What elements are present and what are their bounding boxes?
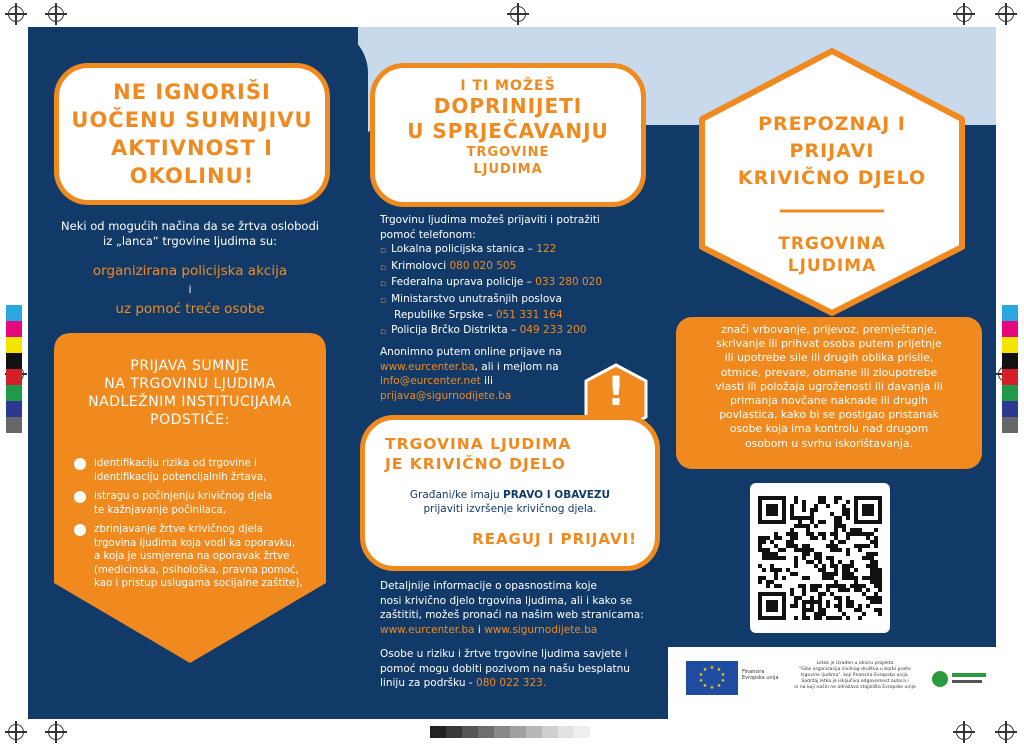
registration-mark xyxy=(510,6,526,22)
list-item: zbrinjavanje žrtve krivičnog djela trgovina ljudima koja vodi ka oporavku, a koja je usmjerena na oporavak žrtve (medicinska, psihološka, pravna pomoć, kao i pristup uslugama socijalne zaštite), xyxy=(74,523,314,591)
phone-item: ▫ Ministarstvo unutrašnjih poslova xyxy=(380,292,562,306)
phone-number[interactable]: 033 280 020 xyxy=(535,276,603,288)
svg-text:★: ★ xyxy=(716,667,722,673)
react-call-to-action: REAGUJ I PRIJAVI! xyxy=(472,530,637,548)
qr-code[interactable] xyxy=(758,493,882,623)
qr-code-frame xyxy=(750,483,890,633)
left-heading-line: AKTIVNOST I xyxy=(111,136,273,160)
middle-heading-bubble xyxy=(370,63,646,207)
phone-item-continued: Republike Srpske – 051 331 164 xyxy=(394,309,563,321)
heading-sub-line: LJUDIMA xyxy=(473,162,543,177)
website-link[interactable]: www.eurcenter.ba xyxy=(380,623,475,636)
list-item: istragu o počinjenju krivičnog djela te kažnjavanje počinilaca, xyxy=(74,490,314,517)
report-benefits-list xyxy=(74,457,314,597)
phone-number[interactable]: 051 331 164 xyxy=(495,309,563,321)
bullet-dot-icon xyxy=(74,524,86,536)
online-report-section: Anonimno putem online prijave na www.eurcenter.ba, ali i mejlom na info@eurcenter.net ili prijava@sigurnodijete.ba xyxy=(380,345,620,403)
phone-item: ▫ Policija Brčko Distrikta – 049 233 200 xyxy=(380,323,587,337)
list-item: identifikaciju rizika od trgovine i identifikaciju potencijalnih žrtava, xyxy=(74,457,314,484)
definition-box: znači vrbovanje, prijevoz, premještanje, skrivanje ili prihvat osoba putem prijetnje ili upotrebe sile ili drugih oblika prisile, otmice, prevare, obmane ili zloupotrebe vlasti ili položaja ugroženosti ili davanja ili primanja novčane naknade ili drugih povlastica, kako bi se postigao pristanak osobe koja ima kontrolu nad drugom osobom u svrhu iskorištavanja. xyxy=(676,317,982,469)
helpline-number[interactable]: 080 022 323. xyxy=(476,677,547,689)
svg-text:★: ★ xyxy=(716,683,722,689)
partner-logo-bar xyxy=(952,680,982,683)
registration-mark xyxy=(48,724,64,740)
partner-logo-icon xyxy=(932,671,948,687)
left-heading-line: UOČENU SUMNJIVU xyxy=(71,108,313,132)
email-link[interactable]: info@eurcenter.net xyxy=(380,375,481,387)
registration-mark xyxy=(8,724,24,740)
website-link[interactable]: www.eurcenter.ba xyxy=(380,360,475,373)
brochure-page xyxy=(28,27,996,719)
eu-flag-icon xyxy=(686,661,738,695)
crime-title-line: JE KRIVIČNO DJELO xyxy=(385,455,566,473)
exclamation-mark: ! xyxy=(606,369,626,415)
heading-big-line: U SPRJEČAVANJU xyxy=(407,119,609,143)
panel-title-line: PODSTIČE: xyxy=(150,412,230,428)
panel-title-line: NADLEŽNIM INSTITUCIJAMA xyxy=(88,394,292,410)
registration-mark xyxy=(48,6,64,22)
panel-title-line: PRIJAVA SUMNJE xyxy=(130,358,250,374)
color-bar-right xyxy=(1002,305,1018,433)
registration-mark xyxy=(956,6,972,22)
left-heading-line: NE IGNORIŠI xyxy=(113,80,271,104)
left-intro xyxy=(48,219,332,249)
panel-title-line: NA TRGOVINU LJUDIMA xyxy=(104,376,276,392)
bullet-dot-icon xyxy=(74,458,86,470)
registration-mark xyxy=(998,724,1014,740)
rescue-way-police: organizirana policijska akcija xyxy=(92,263,288,279)
heading-big-line: DOPRINIJETI xyxy=(433,94,583,118)
svg-text:★: ★ xyxy=(709,665,715,671)
left-heading-bubble xyxy=(54,63,330,205)
heading-sub-line: TRGOVINE xyxy=(466,145,550,160)
gray-scale-bar xyxy=(430,726,590,738)
hexagon-title: PREPOZNAJ I PRIJAVI KRIVIČNO DJELO xyxy=(737,113,927,189)
svg-text:★: ★ xyxy=(720,678,726,684)
footer-logos xyxy=(668,647,996,719)
report-panel-title xyxy=(62,357,318,429)
svg-text:★: ★ xyxy=(698,678,704,684)
email-link[interactable]: prijava@sigurnodijete.ba xyxy=(380,389,512,402)
crime-title-line: TRGOVINA LJUDIMA xyxy=(385,435,572,453)
phone-item: ▫ Lokalna policijska stanica – 122 xyxy=(380,243,557,256)
svg-text:★: ★ xyxy=(720,672,726,678)
intro-line: Neki od mogućih načina da se žrtva oslobodi xyxy=(61,219,319,233)
rescue-way-third-party: uz pomoć treće osobe xyxy=(115,301,265,317)
project-disclaimer: Letak je izrađen u okviru projekta "Glas organizacija civilnog društva u borbi protiv trgovine ljudima", koji finansira Evropska unija. Sadržaj letka je isključiva odgovornost autora i ni na koji način ne odražava stajališta Evropske unije xyxy=(794,661,916,690)
phone-number[interactable]: 080 020 505 xyxy=(449,259,517,272)
registration-mark xyxy=(8,6,24,22)
connector-text: i xyxy=(188,283,192,296)
helpline-section: Osobe u riziku i žrtve trgovine ljudima savjete i pomoć mogu dobiti pozivom na našu besplatnu liniju za podršku - 080 022 323. xyxy=(380,648,630,689)
svg-text:★: ★ xyxy=(709,685,715,691)
phone-section: Trgovinu ljudima možeš prijaviti i potražiti pomoć telefonom: ▫ Lokalna policijska stanica – 122 ▫ Krimolovci 080 020 505 ▫ Federalna uprava policije – 033 280 020 ▫ Ministarstvo unutrašnjih poslova Republike Srpske – 051 331 164 ▫ Policija Brčko Distrikta – 049 233 200 xyxy=(380,213,630,339)
hexagon-subtitle: TRGOVINA LJUDIMA xyxy=(778,234,886,276)
details-section: Detaljnije informacije o opasnostima koje nosi krivično djelo trgovina ljudima, ali i kako se zaštititi, možeš pronaći na našim web stranicama: www.eurcenter.ba i www.sigurnodijete.ba xyxy=(380,580,644,636)
phone-item: ▫ Federalna uprava policije – 033 280 020 xyxy=(380,276,603,289)
phone-item: ▫ Krimolovci 080 020 505 xyxy=(380,259,517,273)
svg-text:★: ★ xyxy=(702,683,708,689)
svg-text:★: ★ xyxy=(698,672,704,678)
svg-text:★: ★ xyxy=(702,667,708,673)
bullet-dot-icon xyxy=(74,491,86,503)
heading-small: I TI MOŽEŠ xyxy=(460,78,556,94)
registration-mark xyxy=(998,6,1014,22)
website-link[interactable]: www.sigurnodijete.ba xyxy=(484,623,598,636)
phone-number[interactable]: 049 233 200 xyxy=(519,323,587,336)
registration-mark xyxy=(956,724,972,740)
partner-logo-bar xyxy=(952,673,986,677)
phone-number[interactable]: 122 xyxy=(536,243,557,255)
eu-label: Finansira Evropska unija xyxy=(742,669,779,681)
left-heading-line: OKOLINU! xyxy=(129,164,255,188)
crime-bubble: TRGOVINA LJUDIMA JE KRIVIČNO DJELO Građani/ke imaju PRAVO I OBAVEZU prijaviti izvršenje krivičnog djela. REAGUJ I PRIJAVI! xyxy=(360,415,660,571)
intro-line: iz „lanca“ trgovine ljudima su: xyxy=(103,234,277,248)
color-bar-left xyxy=(6,305,22,433)
